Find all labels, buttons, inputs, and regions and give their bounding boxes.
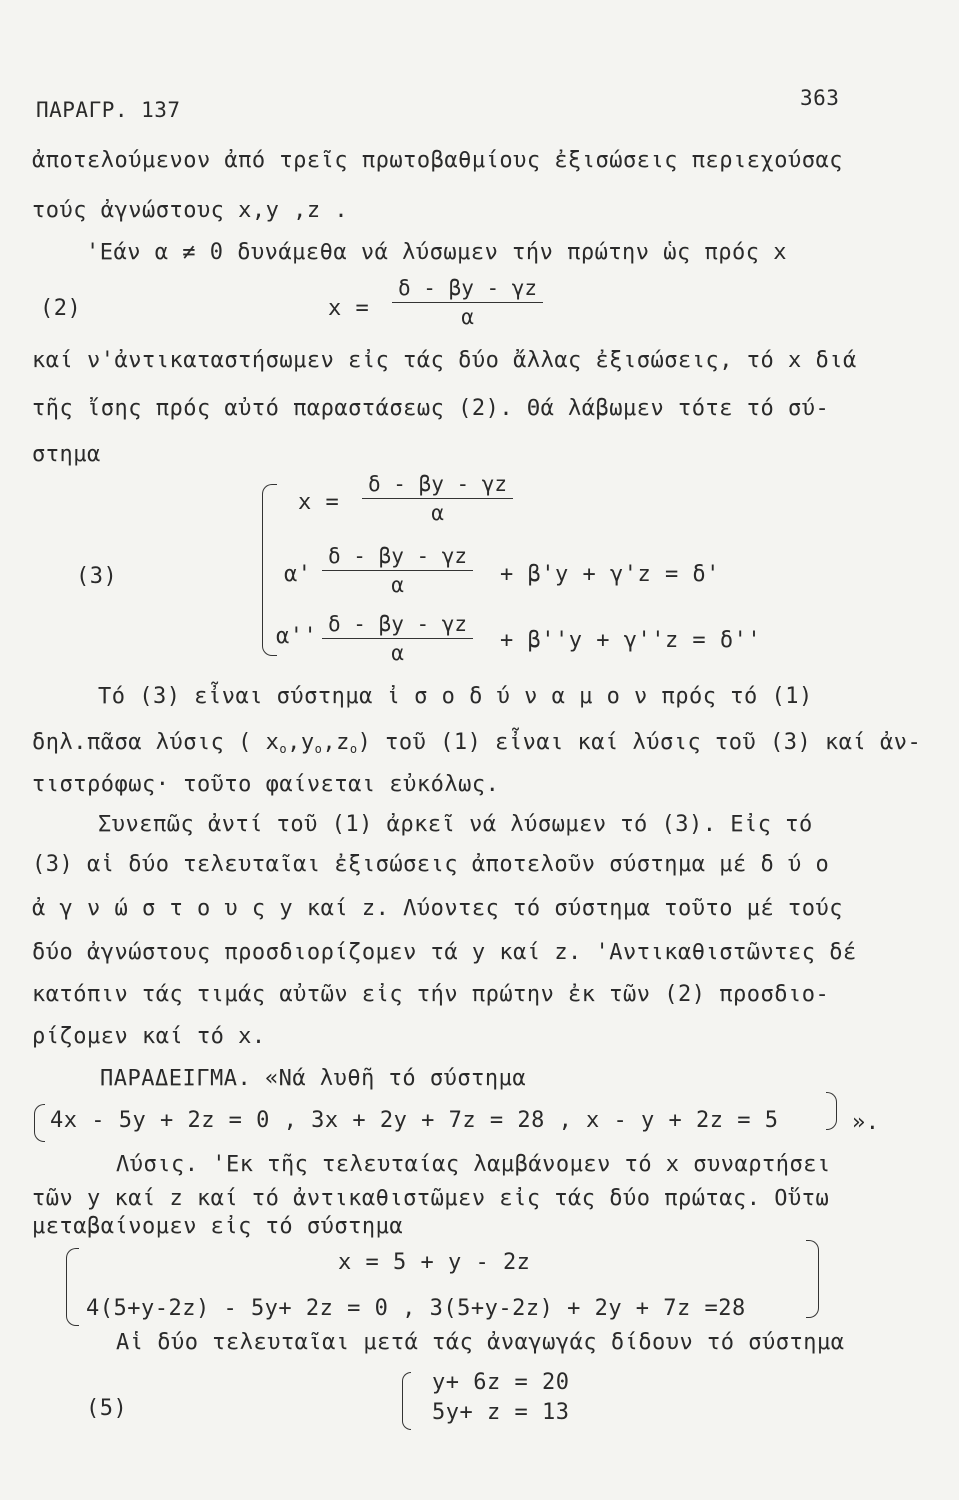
- example-brace-left: [34, 1104, 45, 1142]
- system-brace: [66, 1248, 79, 1326]
- sys3-row2-coef: α': [284, 562, 312, 587]
- variable-y: y: [300, 730, 315, 755]
- text-line: δύο ἀγνώστους προσδιορίζομεν τά y καί z. 'Αντικαθιστῶντες δέ: [32, 940, 857, 965]
- text-line: ἀ γ ν ώ σ τ ο υ ς y καί z. Λύοντες τό σύστημα τοῦτο μέ τούς: [32, 896, 843, 921]
- substituted-row2: 4(5+y-2z) - 5y+ 2z = 0 , 3(5+y-2z) + 2y + 7z =28: [86, 1296, 746, 1321]
- text-line: Αἱ δύο τελευταῖαι μετά τάς ἀναγωγάς δίδουν τό σύστημα: [116, 1330, 845, 1355]
- system-brace: [262, 484, 277, 656]
- text-line: καί ν'ἀντικαταστήσωμεν εἰς τάς δύο ἄλλας ἐξισώσεις, τό x διά: [32, 348, 857, 373]
- text-line: τῶν y καί z καί τό ἀντικαθιστῶμεν εἰς τάς δύο πρώτας. Οὕτω: [32, 1186, 830, 1211]
- denominator: α: [431, 501, 444, 525]
- numerator: δ - βy - γz: [322, 612, 473, 639]
- subscript: o: [349, 742, 358, 756]
- substituted-row1: x = 5 + y - 2z: [338, 1250, 531, 1275]
- subscript: o: [314, 742, 323, 756]
- system-brace: [402, 1372, 411, 1430]
- text-line: ρίζομεν καί τό x.: [32, 1024, 266, 1049]
- equation-label-5: (5): [86, 1396, 128, 1421]
- example-brace-right: [826, 1092, 837, 1130]
- text-line: Τό (3) εἶναι σύστημα ἰ σ ο δ ύ ν α μ ο ν πρός τό (1): [98, 684, 813, 709]
- text-fragment: δηλ.πᾶσα λύσις ( x: [32, 730, 280, 755]
- separator: ,: [322, 730, 337, 755]
- text-line: μεταβαίνομεν εἰς τό σύστημα: [32, 1214, 404, 1239]
- text-line: Λύσις. 'Εκ τῆς τελευταίας λαμβάνομεν τό x συναρτήσει: [116, 1152, 831, 1177]
- numerator: δ - βy - γz: [362, 472, 513, 499]
- text-line: κατόπιν τάς τιμάς αὐτῶν εἰς τήν πρώτην ἐκ τῶν (2) προσδιο-: [32, 982, 830, 1007]
- equation-label-3: (3): [76, 564, 118, 589]
- sys3-row3-rest: + β''y + γ''z = δ'': [500, 628, 762, 653]
- subscript: o: [279, 742, 288, 756]
- example-system: 4x - 5y + 2z = 0 , 3x + 2y + 7z = 28 , x - y + 2z = 5: [50, 1108, 779, 1133]
- page-number: 363: [800, 86, 840, 110]
- section-header: ΠΑΡΑΓΡ. 137: [36, 98, 181, 122]
- system-brace-right: [806, 1240, 819, 1318]
- example-heading: ΠΑΡΑΔΕΙΓΜΑ. «Νά λυθῆ τό σύστημα: [100, 1066, 527, 1091]
- sys3-row3-fraction: [322, 612, 473, 665]
- text-fragment: τοῦ (1) εἶναι καί λύσις τοῦ (3) καί ἀν-: [385, 730, 922, 755]
- separator: ,: [287, 730, 301, 755]
- sys3-row2-fraction: [322, 544, 473, 597]
- text-line-solution: [32, 730, 921, 756]
- denominator: α: [391, 641, 404, 665]
- denominator: α: [391, 573, 404, 597]
- sys3-row2-rest: + β'y + γ'z = δ': [500, 562, 720, 587]
- eq2-lhs: x =: [328, 296, 370, 321]
- eq2-numerator: δ - βy - γz: [392, 276, 543, 303]
- text-line: Συνεπῶς ἀντί τοῦ (1) ἀρκεῖ νά λύσωμεν τό (3). Εἰς τό: [98, 812, 813, 837]
- text-line: τῆς ἴσης πρός αὐτό παραστάσεως (2). Θά λάβωμεν τότε τό σύ-: [32, 396, 830, 421]
- text-line: τιστρόφως· τοῦτο φαίνεται εὐκόλως.: [32, 772, 500, 797]
- system5-row2: 5y+ z = 13: [432, 1400, 570, 1425]
- paren-close: ): [357, 730, 372, 755]
- text-line: ἀποτελούμενον ἀπό τρεῖς πρωτοβαθμίους ἐξισώσεις περιεχούσας: [32, 148, 843, 173]
- sys3-row3-coef: α'': [276, 624, 318, 649]
- example-close-quote: ».: [852, 1110, 880, 1135]
- text-line: στημα: [32, 442, 101, 467]
- variable-z: z: [336, 730, 350, 755]
- text-line: (3) αἱ δύο τελευταῖαι ἐξισώσεις ἀποτελοῦν σύστημα μέ δ ύ ο: [32, 852, 830, 877]
- eq2-denominator: α: [461, 305, 474, 329]
- system5-row1: y+ 6z = 20: [432, 1370, 570, 1395]
- equation-label-2: (2): [40, 296, 82, 321]
- eq2-fraction: [392, 276, 543, 329]
- numerator: δ - βy - γz: [322, 544, 473, 571]
- text-line: τούς ἀγνώστους x,y ,z .: [32, 198, 349, 223]
- sys3-row1-fraction: [362, 472, 513, 525]
- sys3-row1-lhs: x =: [298, 490, 340, 515]
- text-line: 'Εάν α ≠ 0 δυνάμεθα νά λύσωμεν τήν πρώτην ὡς πρός x: [86, 240, 788, 265]
